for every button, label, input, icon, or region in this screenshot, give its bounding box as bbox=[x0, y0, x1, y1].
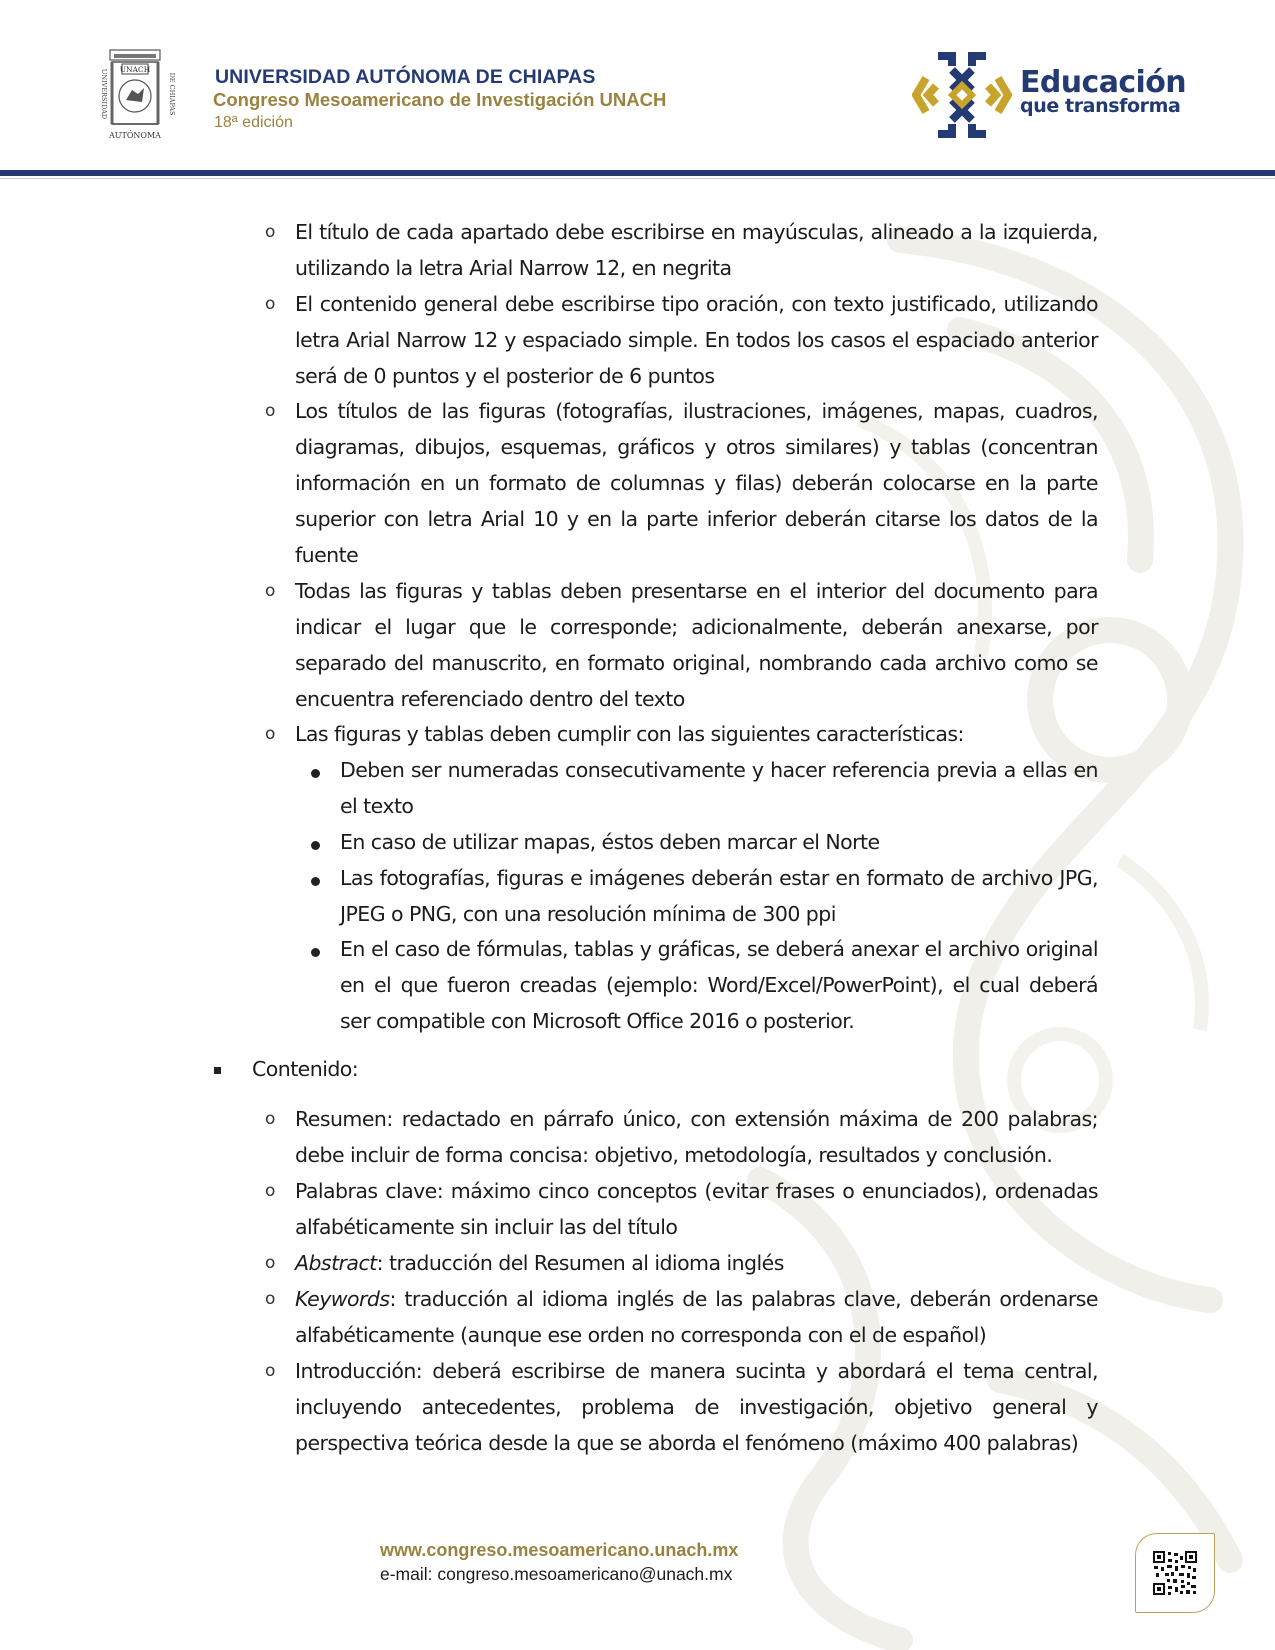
abstract-term: Abstract bbox=[295, 1251, 377, 1275]
list-item-keywords bbox=[295, 1281, 1098, 1353]
sublist-item: Las fotografías, figuras e imágenes deberán estar en formato de archivo JPG, JPEG o PNG, con una resolución mínima de 300 ppi bbox=[340, 866, 1098, 926]
keywords-description: : traducción al idioma inglés de las palabras clave, deberán ordenarse alfabéticamente (aunque ese orden no corresponda con el de español) bbox=[295, 1287, 1098, 1347]
section-marker bbox=[214, 1067, 221, 1074]
seal-right-text: DE CHIAPAS bbox=[168, 72, 176, 116]
list-item-introduccion: Introducción: deberá escribirse de manera sucinta y abordará el tema central, incluyendo antecedentes, problema de investigación, objetivo general y perspectiva teórica desde la que se aborda el fenómeno (máximo 400 palabras) bbox=[295, 1359, 1098, 1455]
header-rule-thin bbox=[0, 178, 1275, 179]
seal-left-text: UNIVERSIDAD bbox=[100, 68, 108, 120]
qr-code-icon[interactable] bbox=[1153, 1551, 1197, 1595]
sublist-item: Deben ser numeradas consecutivamente y hacer referencia previa a ellas en el texto bbox=[340, 758, 1098, 818]
list-marker: o bbox=[265, 1109, 275, 1129]
slogan-line2: que transforma bbox=[1020, 95, 1181, 117]
sublist-item: En el caso de fórmulas, tablas y gráficas, se deberá anexar el archivo original en el que fueron creadas (ejemplo: Word/Excel/PowerPoint), el cual deberá ser compatible con Microsoft Office 2016 o posterior. bbox=[340, 937, 1098, 1033]
sublist-item: En caso de utilizar mapas, éstos deben marcar el Norte bbox=[340, 830, 880, 854]
list-marker: o bbox=[265, 222, 275, 242]
qr-code-frame bbox=[1135, 1533, 1215, 1613]
list-marker: o bbox=[265, 724, 275, 744]
edition-label: 18ª edición bbox=[214, 114, 293, 131]
list-item: Las figuras y tablas deben cumplir con las siguientes características: bbox=[295, 722, 964, 746]
keywords-term: Keywords bbox=[295, 1287, 390, 1311]
footer-email[interactable]: e-mail: congreso.mesoamericano@unach.mx bbox=[380, 1564, 733, 1584]
seal-top-text: UNACH bbox=[119, 65, 151, 74]
list-marker: o bbox=[265, 294, 275, 314]
list-item: Todas las figuras y tablas deben presentarse en el interior del documento para indicar el lugar que le corresponde; adicionalmente, deberán anexarse, por separado del manuscrito, en formato original, nombrando cada archivo como se encuentra referenciado dentro del texto bbox=[295, 579, 1098, 711]
list-marker: o bbox=[265, 581, 275, 601]
slogan-line1: Educación bbox=[1020, 65, 1186, 100]
congress-name: Congreso Mesoamericano de Investigación UNACH bbox=[213, 89, 667, 110]
university-name: UNIVERSIDAD AUTÓNOMA DE CHIAPAS bbox=[215, 66, 596, 88]
sublist-marker bbox=[311, 877, 320, 886]
sublist-marker bbox=[311, 769, 320, 778]
sublist-marker bbox=[311, 948, 320, 957]
section-title-contenido bbox=[252, 1051, 358, 1087]
list-marker: o bbox=[265, 1289, 275, 1309]
list-item: El título de cada apartado debe escribirse en mayúsculas, alineado a la izquierda, utilizando la letra Arial Narrow 12, en negrita bbox=[295, 220, 1098, 280]
header-rule bbox=[0, 170, 1275, 176]
sublist-marker bbox=[311, 841, 320, 850]
list-marker: o bbox=[265, 1181, 275, 1201]
list-item: Los títulos de las figuras (fotografías, ilustraciones, imágenes, mapas, cuadros, diagramas, dibujos, esquemas, gráficos y otros similares) y tablas (concentran información en un formato de columnas y filas) deberán colocarse en la parte superior con letra Arial 10 y en la parte inferior deberán citarse los datos de la fuente bbox=[295, 399, 1098, 567]
section-title-text: Contenido bbox=[252, 1057, 352, 1081]
abstract-description: : traducción del Resumen al idioma inglés bbox=[376, 1251, 784, 1275]
page-header bbox=[0, 0, 1275, 180]
list-item: El contenido general debe escribirse tipo oración, con texto justificado, utilizando letra Arial Narrow 12 y espaciado simple. En todos los casos el espaciado anterior será de 0 puntos y el posterior de 6 puntos bbox=[295, 292, 1098, 388]
section-title-colon: : bbox=[351, 1057, 359, 1081]
unach-seal-icon bbox=[80, 44, 190, 142]
list-marker: o bbox=[265, 401, 275, 421]
list-marker: o bbox=[265, 1361, 275, 1381]
list-marker: o bbox=[265, 1253, 275, 1273]
list-item-abstract bbox=[295, 1245, 1098, 1281]
seal-bottom-text: AUTÓNOMA bbox=[109, 131, 161, 140]
footer-website-link[interactable]: www.congreso.mesoamericano.unach.mx bbox=[380, 1540, 739, 1560]
list-item-palabras-clave: Palabras clave: máximo cinco conceptos (evitar frases o enunciados), ordenadas alfabéticamente sin incluir las del título bbox=[295, 1179, 1098, 1239]
educacion-logo-icon bbox=[912, 50, 1012, 140]
list-item-resumen: Resumen: redactado en párrafo único, con extensión máxima de 200 palabras; debe incluir de forma concisa: objetivo, metodología, resultados y conclusión. bbox=[295, 1107, 1098, 1167]
